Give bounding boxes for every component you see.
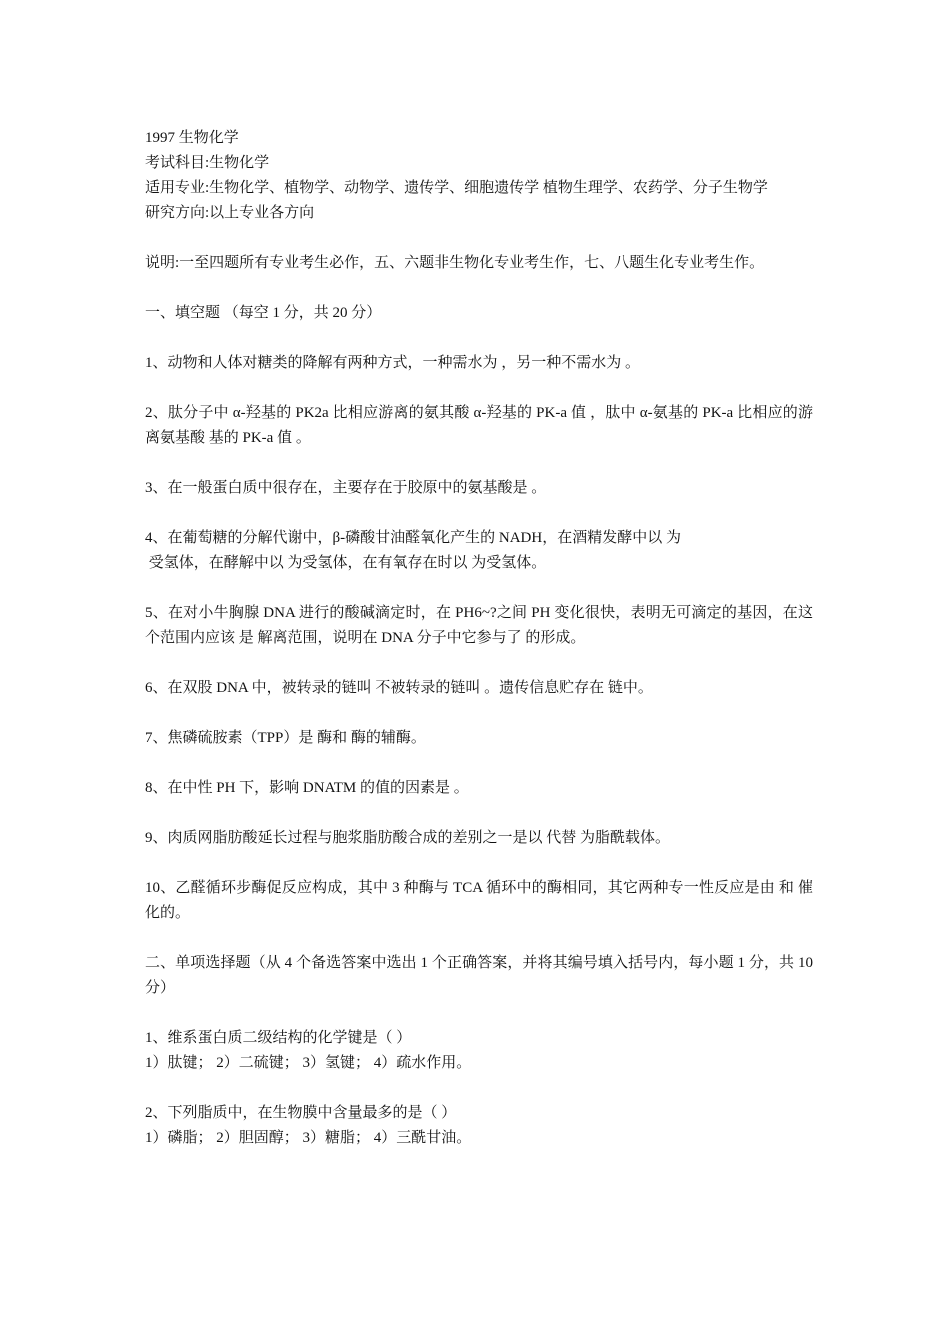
question-2-2-options: 1）磷脂； 2）胆固醇； 3）糖脂； 4）三酰甘油。 xyxy=(145,1130,472,1146)
applicable-majors: 适用专业:生物化学、植物学、动物学、遗传学、细胞遗传学 植物生理学、农药学、分子生物学 xyxy=(145,180,768,196)
question-1-6: 6、在双股 DNA 中，被转录的链叫 不被转录的链叫 。遗传信息贮存在 链中。 xyxy=(145,680,653,696)
question-1-1: 1、动物和人体对糖类的降解有两种方式，一种需水为 ，另一种不需水为 。 xyxy=(145,355,641,371)
research-direction: 研究方向:以上专业各方向 xyxy=(145,205,315,221)
question-1-4-line-1: 4、在葡萄糖的分解代谢中，β-磷酸甘油醛氧化产生的 NADH，在酒精发酵中以 为 xyxy=(145,530,681,546)
question-1-4 xyxy=(145,526,813,576)
document-page xyxy=(145,126,813,1176)
section-1-title: 一、填空题 （每空 1 分，共 20 分） xyxy=(145,305,382,321)
exam-year-title: 1997 生物化学 xyxy=(145,130,239,146)
question-1-9: 9、肉质网脂肪酸延长过程与胞浆脂肪酸合成的差别之一是以 代替 为脂酰载体。 xyxy=(145,830,671,846)
question-2-2-stem: 2、下列脂质中，在生物膜中含量最多的是（ ） xyxy=(145,1105,457,1121)
question-2-2 xyxy=(145,1101,813,1151)
question-2-1 xyxy=(145,1026,813,1076)
exam-subject: 考试科目:生物化学 xyxy=(145,155,270,171)
question-1-3: 3、在一般蛋白质中很存在，主要存在于胶原中的氨基酸是 。 xyxy=(145,480,547,496)
question-1-2: 2、肽分子中 α-羟基的 PK2a 比相应游离的氨其酸 α-羟基的 PK-a 值 ，肽中 α-氨基的 PK-a 比相应的游离氨基酸 基的 PK-a 值 。 xyxy=(145,405,813,446)
section-2-title: 二、单项选择题（从 4 个备选答案中选出 1 个正确答案，并将其编号填入括号内，每小题 1 分，共 10 分） xyxy=(145,955,813,996)
question-1-8: 8、在中性 PH 下，影响 DNATM 的值的因素是 。 xyxy=(145,780,469,796)
question-1-5: 5、在对小牛胸腺 DNA 进行的酸碱滴定时，在 PH6~?之间 PH 变化很快，表明无可滴定的基因，在这个范围内应该 是 解离范围，说明在 DNA 分子中它参与了 的形成。 xyxy=(145,605,813,646)
exam-note: 说明:一至四题所有专业考生必作，五、六题非生物化专业考生作，七、八题生化专业考生作。 xyxy=(145,255,765,271)
question-1-4-line-2: 受氢体，在酵解中以 为受氢体，在有氧存在时以 为受氢体。 xyxy=(145,555,547,571)
exam-header xyxy=(145,126,813,226)
question-2-1-stem: 1、维系蛋白质二级结构的化学键是（ ） xyxy=(145,1030,412,1046)
question-1-7: 7、焦磷硫胺素（TPP）是 酶和 酶的辅酶。 xyxy=(145,730,426,746)
question-2-1-options: 1）肽键； 2）二硫键； 3）氢键； 4）疏水作用。 xyxy=(145,1055,472,1071)
question-1-10: 10、乙醛循环步酶促反应构成，其中 3 种酶与 TCA 循环中的酶相同，其它两种专一性反应是由 和 催化的。 xyxy=(145,880,813,921)
